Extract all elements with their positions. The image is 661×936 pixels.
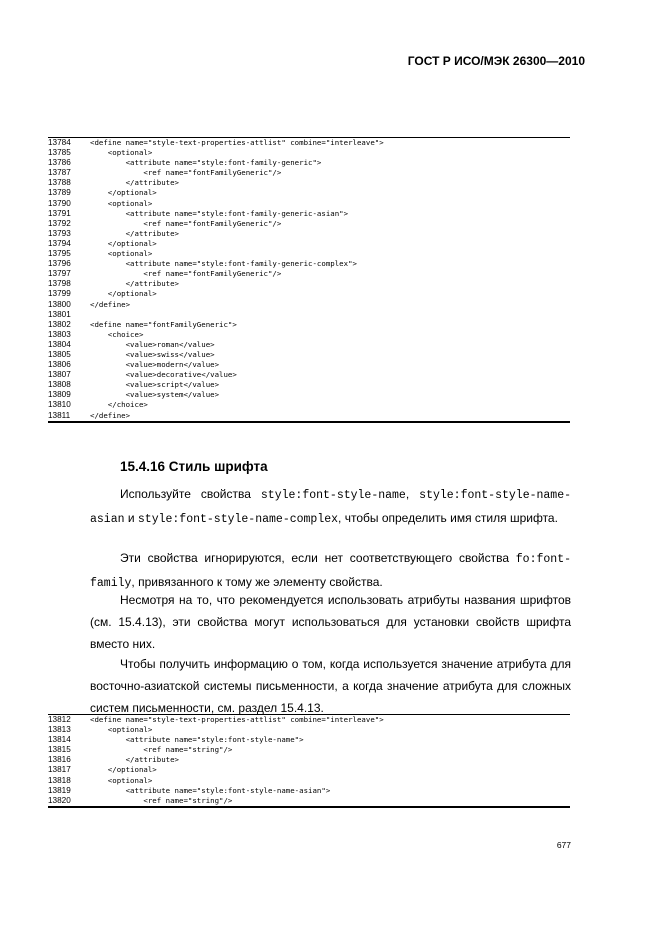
code-text: </optional> [90, 289, 157, 299]
code-text: <ref name="fontFamilyGeneric"/> [90, 218, 282, 228]
code-line [48, 796, 570, 806]
code-text: </optional> [90, 238, 157, 248]
text: Несмотря на то, что рекомендуется использовать атрибуты названия шрифтов (см. 15.4.13), эти свойства могут использоваться для установки свойств шрифта вместо них. [90, 593, 571, 651]
code-text: <value>script</value> [90, 380, 220, 390]
code-text: <ref name="fontFamilyGeneric"/> [90, 168, 282, 178]
code-text: </attribute> [90, 755, 179, 765]
code-lines [48, 138, 570, 421]
code-text: </optional> [90, 765, 157, 775]
code-term: style:font-style-name-complex [137, 513, 339, 526]
line-number: 13802 [48, 319, 71, 329]
code-text: <attribute name="style:font-style-name-asian"> [90, 785, 331, 795]
line-number: 13801 [48, 309, 71, 319]
code-line [48, 330, 570, 340]
code-line [48, 148, 570, 158]
line-number: 13787 [48, 168, 71, 178]
paragraph-4 [90, 653, 571, 719]
code-text: <choice> [90, 329, 144, 339]
text: , привязанного к тому же элементу свойства. [131, 575, 383, 589]
line-number: 13796 [48, 259, 71, 269]
code-line [48, 360, 570, 370]
code-text: <define name="style-text-properties-attlist" combine="interleave"> [90, 715, 384, 724]
code-line [48, 138, 570, 148]
code-text: </choice> [90, 400, 148, 410]
paragraph-1 [90, 483, 571, 531]
line-number: 13815 [48, 745, 71, 755]
line-number: 13812 [48, 715, 71, 724]
code-line [48, 350, 570, 360]
code-line [48, 269, 570, 279]
line-number: 13788 [48, 178, 71, 188]
code-line [48, 320, 570, 330]
line-number: 13809 [48, 390, 71, 400]
code-line [48, 411, 570, 421]
code-text: <attribute name="style:font-family-generic"> [90, 158, 322, 168]
code-text: <ref name="string"/> [90, 745, 233, 755]
code-text: <attribute name="style:font-family-generic-complex"> [90, 259, 357, 269]
code-text: <ref name="fontFamilyGeneric"/> [90, 269, 282, 279]
code-text: <optional> [90, 725, 153, 735]
code-text: <value>roman</value> [90, 339, 215, 349]
code-text: </define> [90, 410, 131, 420]
code-lines [48, 715, 570, 806]
code-text: <value>modern</value> [90, 360, 220, 370]
line-number: 13789 [48, 188, 71, 198]
code-line [48, 745, 570, 755]
line-number: 13820 [48, 795, 71, 805]
code-line [48, 400, 570, 410]
code-line [48, 380, 570, 390]
line-number: 13816 [48, 755, 71, 765]
code-term: style:font-style-name-asian [90, 489, 571, 526]
line-number: 13795 [48, 249, 71, 259]
code-text: <optional> [90, 775, 153, 785]
line-number: 13813 [48, 725, 71, 735]
text: и [124, 511, 138, 525]
code-text: </attribute> [90, 178, 179, 188]
code-text: <value>system</value> [90, 390, 220, 400]
line-number: 13784 [48, 138, 71, 147]
paragraph-3 [90, 589, 571, 655]
line-number: 13808 [48, 380, 71, 390]
code-line [48, 340, 570, 350]
line-number: 13817 [48, 765, 71, 775]
line-number: 13800 [48, 299, 71, 309]
code-text: <optional> [90, 148, 153, 158]
line-number: 13798 [48, 279, 71, 289]
line-number: 13790 [48, 198, 71, 208]
line-number: 13797 [48, 269, 71, 279]
code-line [48, 390, 570, 400]
line-number: 13791 [48, 208, 71, 218]
line-number: 13785 [48, 148, 71, 158]
code-line [48, 776, 570, 786]
line-number: 13806 [48, 360, 71, 370]
code-term: fo:font-family [90, 553, 571, 590]
code-line [48, 249, 570, 259]
text: Эти свойства игнорируются, если нет соответствующего свойства [120, 551, 516, 565]
line-number: 13794 [48, 238, 71, 248]
code-text: <optional> [90, 249, 153, 259]
code-text: <attribute name="style:font-style-name"> [90, 735, 304, 745]
code-text: </attribute> [90, 279, 179, 289]
code-line [48, 786, 570, 796]
line-number: 13804 [48, 339, 71, 349]
line-number: 13793 [48, 228, 71, 238]
code-line [48, 209, 570, 219]
text: Используйте свойства [120, 487, 261, 501]
line-number: 13786 [48, 158, 71, 168]
code-line [48, 725, 570, 735]
code-text: <define name="style-text-properties-attlist" combine="interleave"> [90, 138, 384, 147]
code-term: style:font-style-name [260, 489, 406, 502]
line-number: 13814 [48, 735, 71, 745]
code-line [48, 239, 570, 249]
text: , чтобы определить имя стиля шрифта. [338, 511, 558, 525]
line-number: 13810 [48, 400, 71, 410]
code-text: <value>decorative</value> [90, 370, 237, 380]
code-text: <attribute name="style:font-family-generic-asian"> [90, 208, 349, 218]
code-line [48, 715, 570, 725]
document-header: ГОСТ Р ИСО/МЭК 26300—2010 [407, 54, 585, 68]
code-text: <ref name="string"/> [90, 795, 233, 805]
code-line [48, 765, 570, 775]
code-line [48, 199, 570, 209]
code-text: </optional> [90, 188, 157, 198]
code-line [48, 735, 570, 745]
code-line [48, 188, 570, 198]
code-block-bottom-rule [48, 421, 570, 423]
line-number: 13803 [48, 329, 71, 339]
code-line [48, 259, 570, 269]
code-line [48, 310, 570, 320]
code-line [48, 158, 570, 168]
code-block-2 [48, 714, 570, 808]
code-line [48, 289, 570, 299]
text: , [405, 487, 420, 501]
code-line [48, 370, 570, 380]
code-text: <optional> [90, 198, 153, 208]
text: Чтобы получить информацию о том, когда используется значение атрибута для восточно-азиатской системы письменности, а когда значение атрибута для сложных систем письменности, см. раздел 15.4.13. [90, 657, 571, 715]
code-line [48, 178, 570, 188]
code-text: </define> [90, 299, 131, 309]
line-number: 13805 [48, 349, 71, 359]
line-number: 13811 [48, 410, 71, 420]
code-line [48, 300, 570, 310]
code-text: <define name="fontFamilyGeneric"> [90, 319, 237, 329]
line-number: 13819 [48, 785, 71, 795]
code-line [48, 219, 570, 229]
code-line [48, 229, 570, 239]
line-number: 13807 [48, 370, 71, 380]
section-title: 15.4.16 Стиль шрифта [120, 459, 268, 474]
code-line [48, 755, 570, 765]
paragraph-2 [90, 547, 571, 595]
line-number: 13792 [48, 218, 71, 228]
line-number: 13799 [48, 289, 71, 299]
code-text: <value>swiss</value> [90, 349, 215, 359]
code-line [48, 168, 570, 178]
code-line [48, 279, 570, 289]
code-block-1 [48, 137, 570, 423]
line-number: 13818 [48, 775, 71, 785]
page-number: 677 [556, 840, 571, 850]
code-block-bottom-rule [48, 806, 570, 808]
code-text: </attribute> [90, 228, 179, 238]
